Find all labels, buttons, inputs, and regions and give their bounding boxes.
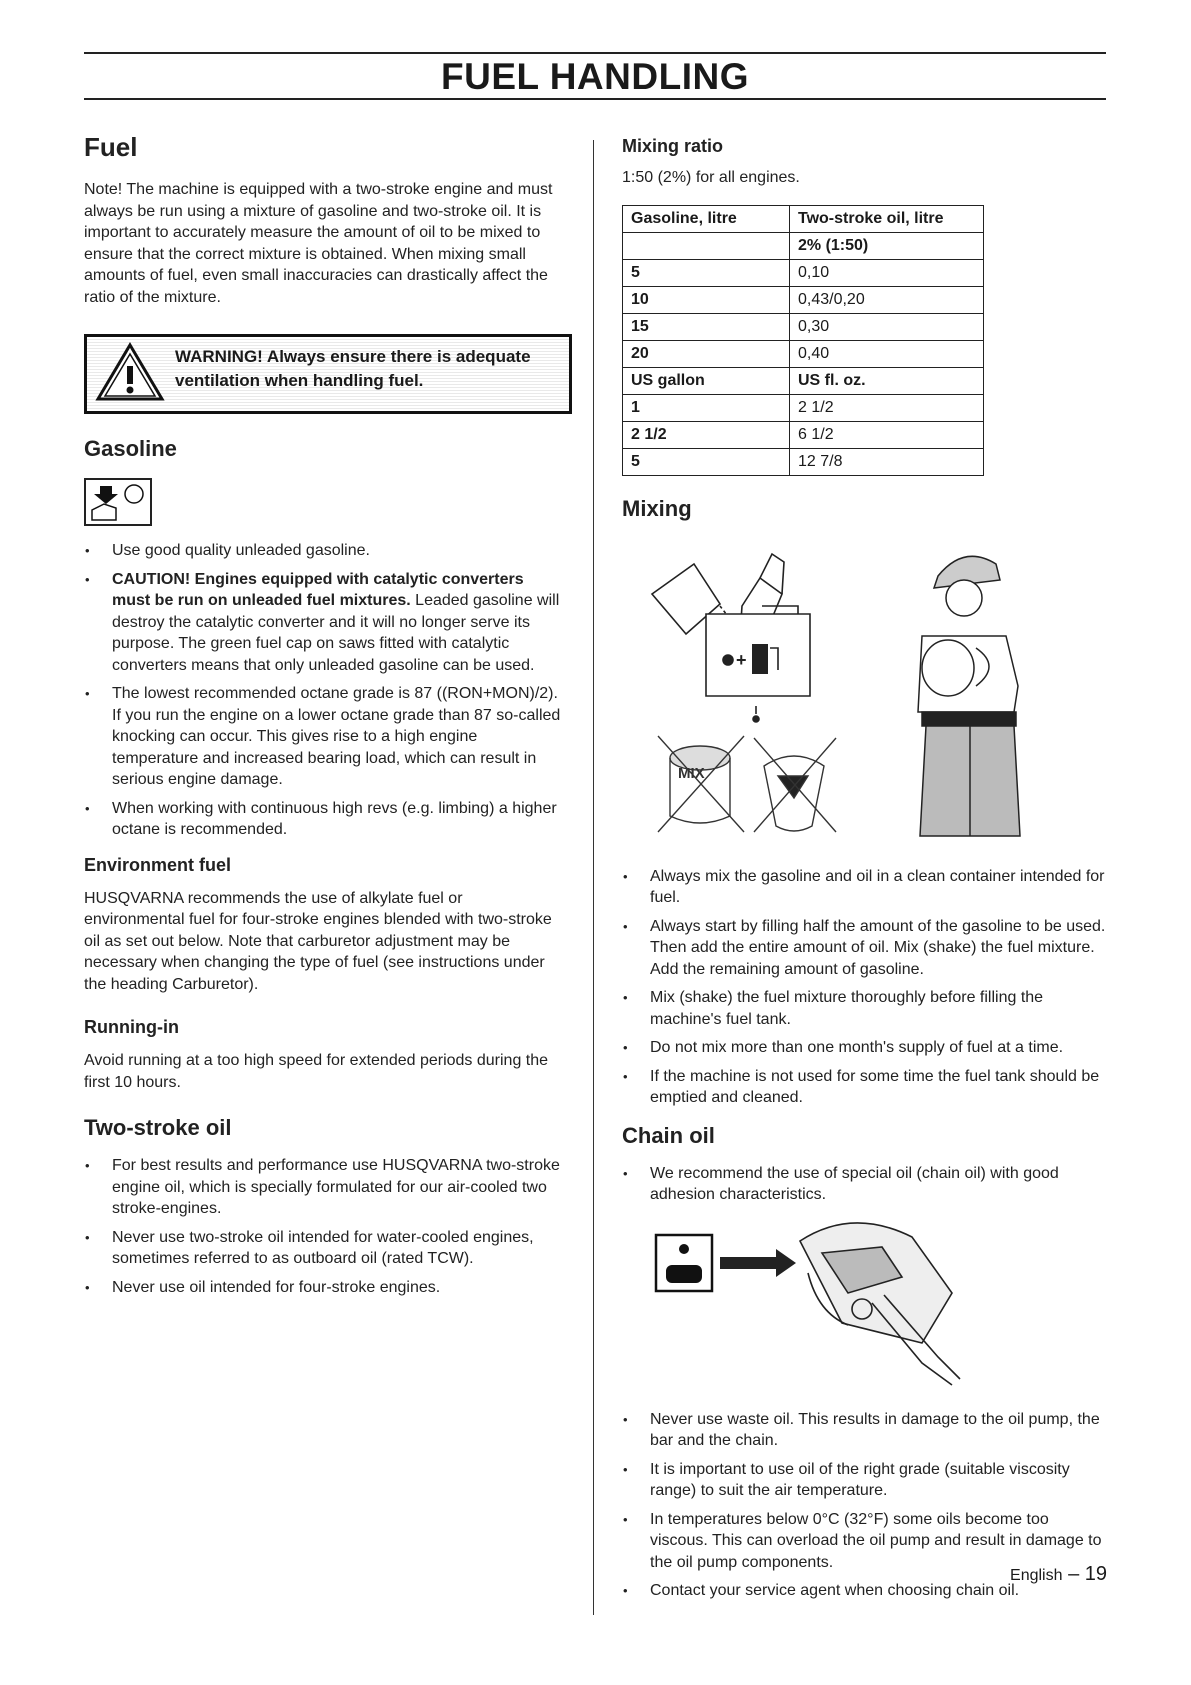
fuel-stop-icon: [84, 478, 152, 526]
mixing-ratio-table: [622, 205, 984, 476]
fuel-can-icon: [706, 606, 810, 722]
language-label: English: [1010, 1567, 1063, 1584]
list-item: • Always start by filling half the amount of the gasoline to be used. Then add the entire amount of oil. Mix (shake) the fuel mixture. Add the remaining amount of gasoline.: [622, 916, 1108, 981]
table-row: [623, 313, 984, 340]
table-row: [623, 205, 984, 232]
table-cell: 0,40: [790, 340, 984, 367]
list-item: • Do not mix more than one month's supply of fuel at a time.: [622, 1037, 1108, 1059]
table-header-cell: 2% (1:50): [790, 232, 984, 259]
mixing-ratio-text: 1:50 (2%) for all engines.: [622, 169, 800, 186]
table-cell: 12 7/8: [790, 448, 984, 475]
table-header-cell: US fl. oz.: [790, 367, 984, 394]
table-row: [623, 367, 984, 394]
list-item: • When working with continuous high revs (e.g. limbing) a higher octane is recommended.: [84, 798, 566, 841]
caution-detail: Leaded gasoline will destroy the catalytic converter and it will no longer serve its purpose. The green fuel cap on saws fitted with catalytic converters means that only unleaded gasoline can be used.: [112, 592, 560, 674]
header-bottom-rule: [84, 98, 1106, 100]
environment-fuel-heading: Environment fuel: [84, 854, 232, 875]
table-cell: 6 1/2: [790, 421, 984, 448]
mixing-illustration: [622, 536, 1108, 848]
gasoline-heading: Gasoline: [84, 436, 177, 461]
table-header-cell: Two-stroke oil, litre: [790, 205, 984, 232]
table-row: [623, 394, 984, 421]
list-item: • It is important to use oil of the right grade (suitable viscosity range) to suit the air temperature.: [622, 1459, 1108, 1502]
fuel-heading: Fuel: [84, 132, 138, 162]
environment-fuel-text: HUSQVARNA recommends the use of alkylate fuel or environmental fuel for four-stroke engines blended with two-stroke oil as set out below. Note that carburetor adjustment may be necessary when changing the type of fuel (see instructions under the heading Carburetor).: [84, 889, 552, 993]
table-cell: 0,43/0,20: [790, 286, 984, 313]
table-header-cell: Gasoline, litre: [623, 205, 790, 232]
fuel-text: Note! The machine is equipped with a two-stroke engine and must always be run using a mixture of gasoline and two-stroke oil. It is important to accurately measure the amount of oil to be mixed to ensure that the correct mixture is obtained. When mixing small amounts of fuel, even small inaccuracies can drastically affect the ratio of the mixture.: [84, 181, 553, 306]
list-item: • For best results and performance use HUSQVARNA two-stroke engine oil, which is specially formulated for our air-cooled two stroke-engines.: [84, 1155, 566, 1220]
column-divider: [593, 140, 594, 1615]
running-in-heading: Running-in: [84, 1017, 179, 1037]
two-stroke-bullets: [84, 1155, 566, 1298]
table-header-cell: US gallon: [623, 367, 790, 394]
chainsaw-icon: [800, 1222, 960, 1384]
table-row: [623, 448, 984, 475]
table-cell: 10: [623, 286, 790, 313]
warning-box: [84, 334, 572, 414]
svg-text:+: +: [736, 649, 747, 670]
warning-triangle-icon: [95, 342, 165, 402]
mixing-bullets: [622, 866, 1108, 1109]
table-cell: 1: [623, 394, 790, 421]
table-cell: 5: [623, 259, 790, 286]
table-row: [623, 259, 984, 286]
table-cell: 15: [623, 313, 790, 340]
chain-oil-illustration: [622, 1213, 1108, 1399]
table-cell: [623, 232, 790, 259]
list-item: • Never use two-stroke oil intended for water-cooled engines, sometimes referred to as outboard oil (rated TCW).: [84, 1227, 566, 1270]
left-column: [84, 128, 566, 1305]
table-row: [623, 286, 984, 313]
list-item: • The lowest recommended octane grade is 87 ((RON+MON)/2). If you run the engine on a lower octane grade than 87 so-called knocking can occur. This gives rise to a high engine temperature and increased bearing load, which can result in serious engine damage.: [84, 683, 566, 791]
table-row: [623, 421, 984, 448]
chain-oil-icon: [656, 1235, 712, 1291]
gasoline-bullets: [84, 540, 566, 841]
right-column: [622, 128, 1108, 1609]
table-cell: 0,30: [790, 313, 984, 340]
no-container-icon: [658, 736, 836, 832]
list-item: • Contact your service agent when choosing chain oil.: [622, 1580, 1108, 1602]
header-top-rule: [84, 52, 1106, 54]
table-cell: 5: [623, 448, 790, 475]
table-row: [623, 340, 984, 367]
list-item: • Never use oil intended for four-stroke engines.: [84, 1277, 566, 1299]
running-in-text: Avoid running at a too high speed for extended periods during the first 10 hours.: [84, 1052, 549, 1091]
list-item: • In temperatures below 0°C (32°F) some oils become too viscous. This can overload the oil pump and result in damage to the oil pump components.: [622, 1509, 1108, 1574]
arrow-icon: [720, 1249, 796, 1277]
caution-text: CAUTION! Engines equipped with catalytic converters must be run on unleaded fuel mixtures.: [112, 570, 524, 609]
chain-oil-heading: Chain oil: [622, 1122, 715, 1148]
table-cell: 2 1/2: [790, 394, 984, 421]
page-number: [1010, 1563, 1107, 1586]
list-item: • If the machine is not used for some time the fuel tank should be emptied and cleaned.: [622, 1066, 1108, 1109]
mixing-heading: Mixing: [622, 495, 692, 521]
page-number-value: – 19: [1068, 1563, 1107, 1585]
table-cell: 20: [623, 340, 790, 367]
table-cell: 2 1/2: [623, 421, 790, 448]
mixing-ratio-heading: Mixing ratio: [622, 136, 724, 156]
list-item: • We recommend the use of special oil (chain oil) with good adhesion characteristics.: [622, 1163, 1108, 1206]
two-stroke-oil-heading: Two-stroke oil: [84, 1115, 232, 1140]
chain-oil-bullets-top: [622, 1163, 1108, 1206]
list-item: • Always mix the gasoline and oil in a clean container intended for fuel.: [622, 866, 1108, 909]
person-shaking-can-icon: [918, 556, 1020, 836]
list-item: [84, 569, 566, 677]
table-cell: 0,10: [790, 259, 984, 286]
list-item: • Use good quality unleaded gasoline.: [84, 540, 566, 562]
warning-text: WARNING! Always ensure there is adequate ventilation when handling fuel.: [175, 347, 531, 390]
table-row: [623, 232, 984, 259]
list-item: • Mix (shake) the fuel mixture thoroughly before filling the machine's fuel tank.: [622, 987, 1108, 1030]
illustration-mix-label: MIX: [678, 764, 705, 782]
list-item: • Never use waste oil. This results in damage to the oil pump, the bar and the chain.: [622, 1409, 1108, 1452]
page-title: FUEL HANDLING: [441, 56, 749, 97]
